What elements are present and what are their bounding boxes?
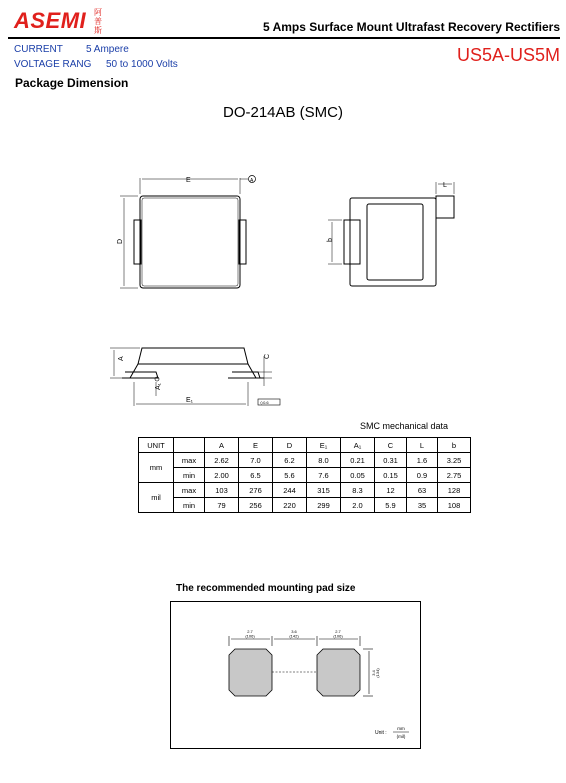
header-cell: A₁ bbox=[341, 438, 375, 453]
unit-label: Unit : bbox=[375, 730, 387, 736]
brand-logo: ASEMI bbox=[14, 8, 87, 33]
top-view-body bbox=[140, 196, 240, 288]
pad-dim-2-mil: (142) bbox=[289, 633, 299, 639]
table-cell: 6.5 bbox=[239, 468, 273, 483]
table-cell: 108 bbox=[438, 498, 471, 513]
label-A1: A₁ bbox=[155, 382, 162, 390]
document-title: 5 Amps Surface Mount Ultrafast Recovery Rectifiers bbox=[263, 20, 560, 34]
table-cell: 0.15 bbox=[375, 468, 407, 483]
table-row bbox=[139, 453, 471, 468]
table-cell: 128 bbox=[438, 483, 471, 498]
table-caption: SMC mechanical data bbox=[360, 421, 449, 431]
label-D: D bbox=[117, 238, 124, 244]
label-C: C bbox=[264, 353, 271, 359]
voltage-value: 50 to 1000 Volts bbox=[106, 59, 178, 70]
pad-dim-4: 3.4 bbox=[371, 670, 376, 676]
current-value: 5 Ampere bbox=[86, 44, 129, 55]
header-cell: b bbox=[438, 438, 471, 453]
side-view-lead-left bbox=[344, 220, 360, 264]
pad-dim-1: 2.7 bbox=[247, 629, 253, 634]
voltage-label: VOLTAGE RANG bbox=[14, 59, 92, 70]
header-cell: E bbox=[239, 438, 273, 453]
table-cell: 8.0 bbox=[307, 453, 341, 468]
table-cell: 0.31 bbox=[375, 453, 407, 468]
brand-logo-chinese: 阿普斯 bbox=[94, 8, 102, 35]
kind-cell: min bbox=[174, 468, 205, 483]
unit-cell: mil bbox=[139, 483, 174, 513]
side-view-lead-right bbox=[436, 196, 454, 218]
header-cell: E₁ bbox=[307, 438, 341, 453]
drawing-shape bbox=[122, 364, 138, 378]
table-cell: 256 bbox=[239, 498, 273, 513]
table-cell: 63 bbox=[407, 483, 438, 498]
pad-diagram bbox=[171, 602, 420, 748]
unit-cell: mm bbox=[139, 453, 174, 483]
table-cell: 6.2 bbox=[273, 453, 307, 468]
table-cell: 2.00 bbox=[205, 468, 239, 483]
table-cell: 0.9 bbox=[407, 468, 438, 483]
header-cell: C bbox=[375, 438, 407, 453]
label-A: A bbox=[118, 356, 125, 361]
header-cell: UNIT bbox=[139, 438, 174, 453]
pad-dim-2: 3.6 bbox=[291, 629, 297, 634]
unit-mil: (mil) bbox=[396, 734, 406, 739]
table-cell: 0.21 bbox=[341, 453, 375, 468]
pad-left bbox=[229, 649, 272, 696]
label-ref: ◇0.6 bbox=[260, 400, 269, 405]
table-cell: 5.6 bbox=[273, 468, 307, 483]
table-cell: 276 bbox=[239, 483, 273, 498]
table-row bbox=[139, 498, 471, 513]
table-cell: 2.75 bbox=[438, 468, 471, 483]
kind-cell: min bbox=[174, 498, 205, 513]
header-cell: L bbox=[407, 438, 438, 453]
table-cell: 0.05 bbox=[341, 468, 375, 483]
table-cell: 8.3 bbox=[341, 483, 375, 498]
pad-diagram-box bbox=[170, 601, 421, 749]
header-divider bbox=[8, 37, 560, 39]
part-number-range: US5A-US5M bbox=[456, 45, 560, 65]
table-cell: 12 bbox=[375, 483, 407, 498]
table-cell: 5.9 bbox=[375, 498, 407, 513]
pad-section-title: The recommended mounting pad size bbox=[176, 583, 356, 594]
table-row bbox=[139, 483, 471, 498]
pad-right bbox=[317, 649, 360, 696]
table-cell: 2.0 bbox=[341, 498, 375, 513]
table-cell: 244 bbox=[273, 483, 307, 498]
table-cell: 103 bbox=[205, 483, 239, 498]
drawing-shape bbox=[142, 198, 238, 286]
table-row bbox=[139, 468, 471, 483]
header-cell bbox=[174, 438, 205, 453]
table-cell: 35 bbox=[407, 498, 438, 513]
header-cell: D bbox=[273, 438, 307, 453]
table-cell: 79 bbox=[205, 498, 239, 513]
section-title: Package Dimension bbox=[15, 76, 129, 90]
unit-mm: mm bbox=[397, 726, 405, 731]
current-label: CURRENT bbox=[14, 44, 63, 55]
table-header-row bbox=[139, 438, 471, 453]
pad-dim-3: 2.7 bbox=[335, 629, 341, 634]
table-cell: 7.6 bbox=[307, 468, 341, 483]
drawing-shape bbox=[248, 364, 264, 378]
mechanical-data-table bbox=[138, 437, 471, 513]
table-cell: 2.62 bbox=[205, 453, 239, 468]
package-name: DO-214AB (SMC) bbox=[222, 104, 344, 121]
table-cell: 220 bbox=[273, 498, 307, 513]
label-E: E bbox=[186, 177, 191, 184]
package-dimension-drawing bbox=[0, 160, 566, 420]
table-cell: 299 bbox=[307, 498, 341, 513]
table-cell: 7.0 bbox=[239, 453, 273, 468]
kind-cell: max bbox=[174, 483, 205, 498]
label-E1: E₁ bbox=[186, 397, 194, 404]
pad-dim-4-mil: (134) bbox=[375, 668, 380, 678]
side-view-window bbox=[367, 204, 423, 280]
table-cell: 1.6 bbox=[407, 453, 438, 468]
profile-body bbox=[138, 348, 248, 364]
label-b: b bbox=[327, 238, 334, 242]
header-cell: A bbox=[205, 438, 239, 453]
pad-dim-1-mil: (106) bbox=[245, 633, 255, 639]
table-cell: 315 bbox=[307, 483, 341, 498]
pad-dim-3-mil: (106) bbox=[333, 633, 343, 639]
label-circle-A: A bbox=[250, 178, 254, 184]
table-cell: 3.25 bbox=[438, 453, 471, 468]
label-L: L bbox=[443, 182, 447, 189]
kind-cell: max bbox=[174, 453, 205, 468]
